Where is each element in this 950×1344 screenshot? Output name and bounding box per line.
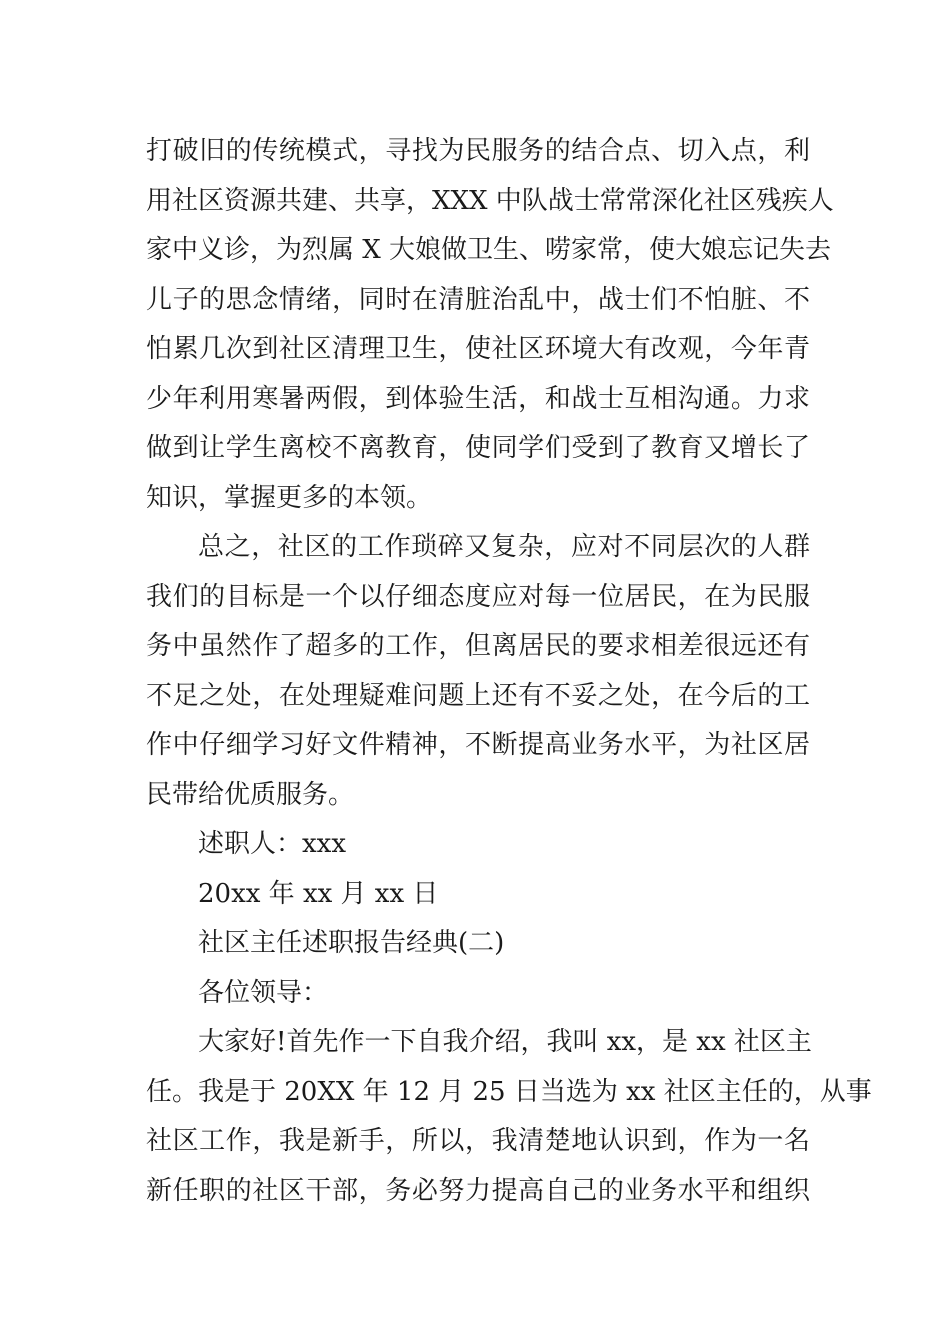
- text-line: 我们的目标是一个以仔细态度应对每一位居民，在为民服: [146, 581, 810, 612]
- text-line: 不足之处，在处理疑难问题上还有不妥之处，在今后的工: [146, 680, 810, 711]
- text-line: 家中义诊，为烈属 X 大娘做卫生、唠家常，使大娘忘记失去: [146, 235, 832, 265]
- text-line: 大家好!首先作一下自我介绍，我叫 xx，是 xx 社区主: [198, 1027, 812, 1057]
- text-line: 社区主任述职报告经典(二): [198, 928, 505, 958]
- text-line: 新任职的社区干部，务必努力提高自己的业务水平和组织: [146, 1175, 810, 1206]
- text-line: 做到让学生离校不离教育，使同学们受到了教育又增长了: [146, 433, 810, 463]
- text-line: 用社区资源共建、共享，XXX 中队战士常常深化社区残疾人: [146, 185, 834, 216]
- text-line: 20xx 年 xx 月 xx 日: [198, 878, 439, 909]
- text-line: 任。我是于 20XX 年 12 月 25 日当选为 xx 社区主任的，从事: [146, 1076, 872, 1107]
- text-line: 作中仔细学习好文件精神，不断提高业务水平，为社区居: [146, 730, 810, 760]
- text-line: 述职人：xxx: [198, 829, 346, 859]
- text-line: 民带给优质服务。: [146, 779, 355, 810]
- text-line: 打破旧的传统模式，寻找为民服务的结合点、切入点，利: [146, 136, 810, 166]
- text-line: 总之，社区的工作琐碎又复杂，应对不同层次的人群: [198, 532, 810, 562]
- text-line: 务中虽然作了超多的工作，但离居民的要求相差很远还有: [146, 631, 810, 661]
- text-line: 社区工作，我是新手，所以，我清楚地认识到，作为一名: [146, 1126, 810, 1156]
- text-line: 各位领导：: [198, 977, 329, 1008]
- text-line: 怕累几次到社区清理卫生，使社区环境大有改观，今年青: [146, 334, 810, 364]
- text-line: 知识，掌握更多的本领。: [146, 482, 433, 513]
- text-line: 儿子的思念情绪，同时在清脏治乱中，战士们不怕脏、不: [146, 284, 810, 315]
- document-body: [146, 127, 872, 1216]
- text-line: 少年利用寒暑两假，到体验生活，和战士互相沟通。力求: [146, 383, 810, 414]
